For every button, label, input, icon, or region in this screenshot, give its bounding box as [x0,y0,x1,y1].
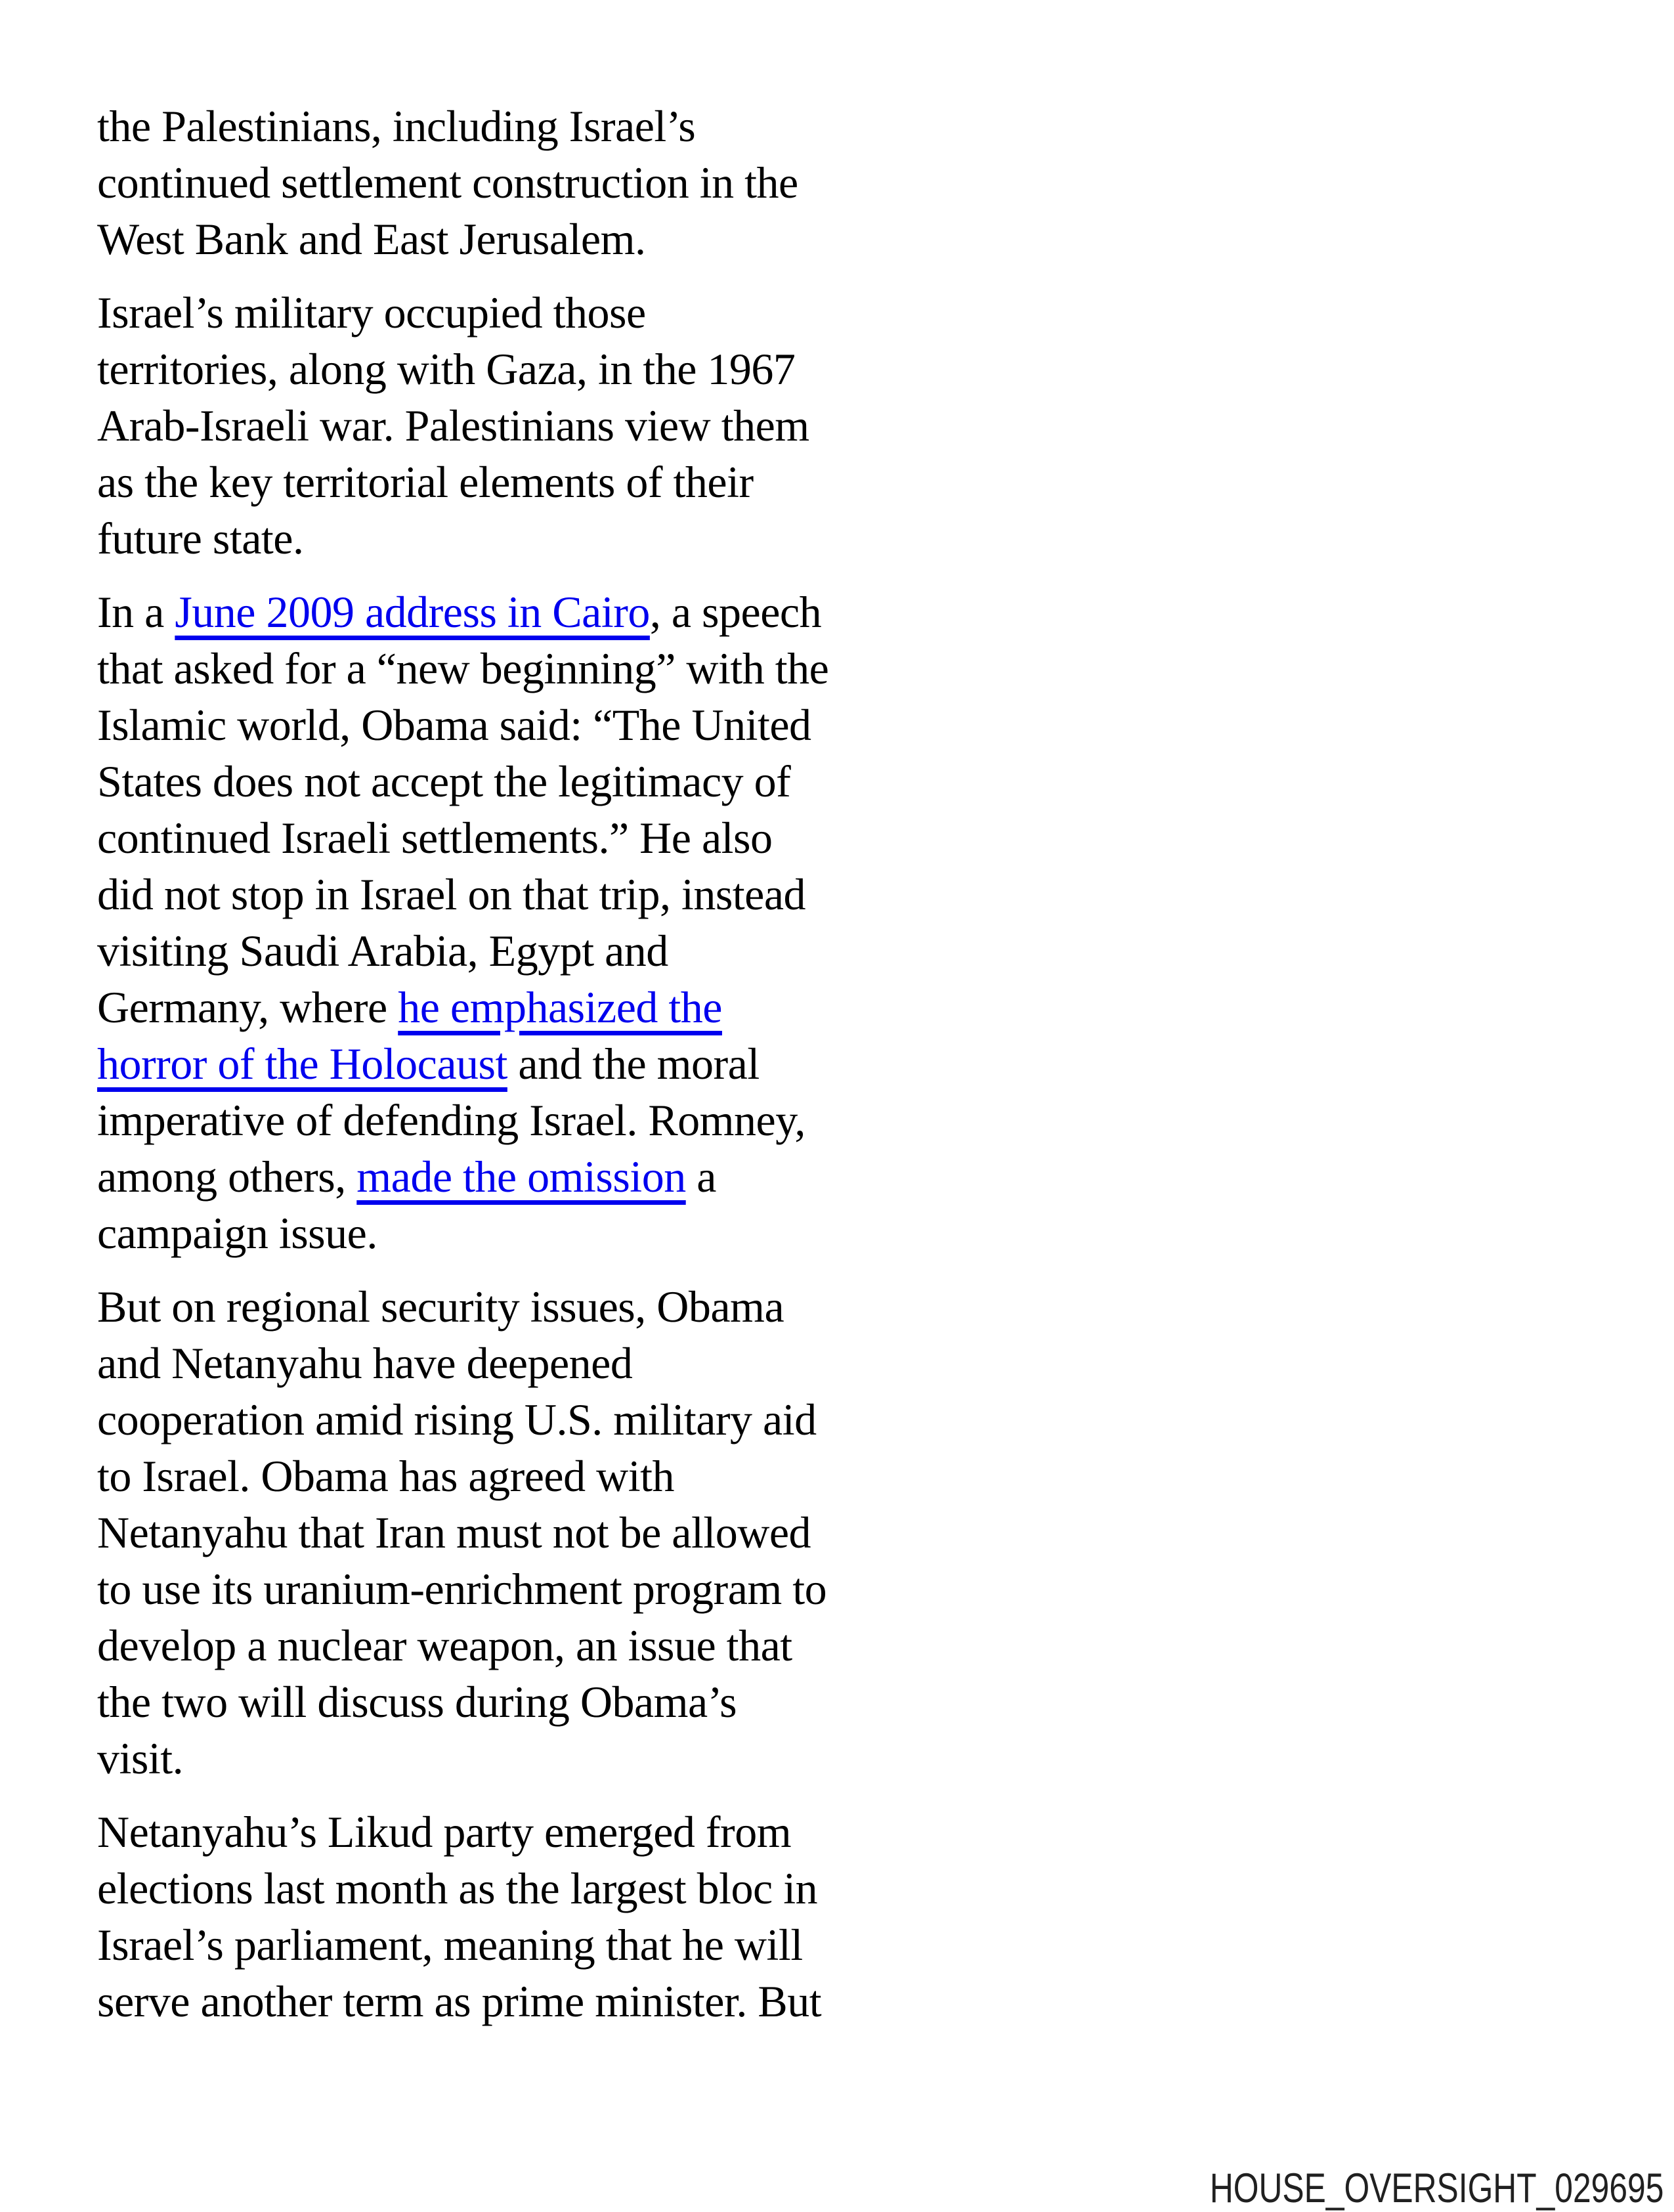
hyperlink[interactable]: June 2009 address in Cairo [175,587,650,637]
text-segment: , a speech [649,587,822,637]
text-segment: to Israel. Obama has agreed with [97,1451,674,1501]
text-line [97,1391,1029,1448]
text-segment: serve another term as prime minister. But [97,1976,822,2026]
text-line [97,1561,1029,1617]
text-line [97,979,1029,1035]
text-line [97,1730,1029,1787]
text-line [97,697,1029,753]
text-line [97,341,1029,397]
text-line [97,866,1029,922]
hyperlink[interactable]: he emphasized the [398,982,722,1032]
text-line [97,1205,1029,1261]
text-line [97,1917,1029,1973]
hyperlink[interactable]: made the omission [356,1152,686,1202]
text-segment: the two will discuss during Obama’s [97,1677,737,1727]
text-segment: cooperation amid rising U.S. military aid [97,1395,817,1444]
text-segment: visiting Saudi Arabia, Egypt and [97,926,668,976]
text-segment: to use its uranium-enrichment program to [97,1564,827,1614]
text-line [97,510,1029,567]
text-line [97,1973,1029,2029]
text-segment: and Netanyahu have deepened [97,1338,633,1388]
text-segment: campaign issue. [97,1208,377,1258]
hyperlink[interactable]: horror of the Holocaust [97,1039,507,1089]
text-line [97,922,1029,979]
text-line [97,98,1029,154]
text-line [97,1674,1029,1730]
text-segment: as the key territorial elements of their [97,457,754,507]
text-segment: continued Israeli settlements.” He also [97,813,773,863]
text-segment: States does not accept the legitimacy of [97,756,791,806]
text-line [97,284,1029,341]
text-line [97,397,1029,454]
text-line [97,810,1029,866]
text-segment: Germany, where [97,982,398,1032]
paragraph [97,284,1029,567]
text-segment: visit. [97,1733,184,1783]
text-segment: Islamic world, Obama said: “The United [97,700,811,750]
text-line [97,1092,1029,1148]
text-line [97,211,1029,267]
text-line [97,1617,1029,1674]
text-segment: Israel’s parliament, meaning that he will [97,1920,803,1970]
bates-number: HOUSE_OVERSIGHT_029695 [1209,2165,1663,2211]
text-segment: territories, along with Gaza, in the 1967 [97,344,796,394]
text-line [97,1448,1029,1504]
text-segment: that asked for a “new beginning” with the [97,643,829,693]
text-line [97,1804,1029,1860]
text-segment: In a [97,587,175,637]
text-line [97,640,1029,697]
paragraph [97,98,1029,267]
text-segment: and the moral [507,1039,760,1089]
text-segment: West Bank and East Jerusalem. [97,214,646,264]
text-line [97,1335,1029,1391]
text-segment: Arab-Israeli war. Palestinians view them [97,401,809,450]
text-segment: continued settlement construction in the [97,158,798,207]
text-line [97,1148,1029,1205]
text-segment: But on regional security issues, Obama [97,1282,784,1332]
text-line [97,753,1029,810]
text-segment: among others, [97,1152,357,1202]
text-line [97,1278,1029,1335]
text-line [97,154,1029,211]
article-text [97,98,1029,2047]
paragraph [97,1804,1029,2029]
paragraph [97,1278,1029,1787]
text-segment: Netanyahu’s Likud party emerged from [97,1807,792,1857]
text-segment: a [685,1152,716,1202]
text-segment: did not stop in Israel on that trip, instead [97,869,806,919]
text-segment: imperative of defending Israel. Romney, [97,1095,805,1145]
paragraph [97,584,1029,1261]
text-line [97,1504,1029,1561]
text-segment: develop a nuclear weapon, an issue that [97,1620,792,1670]
text-segment: Israel’s military occupied those [97,288,646,337]
text-segment: future state. [97,513,304,563]
text-segment: elections last month as the largest bloc in [97,1863,818,1913]
text-segment: the Palestinians, including Israel’s [97,101,696,151]
text-line [97,1035,1029,1092]
text-line [97,1860,1029,1917]
text-segment: Netanyahu that Iran must not be allowed [97,1507,811,1557]
text-line [97,584,1029,640]
text-line [97,454,1029,510]
